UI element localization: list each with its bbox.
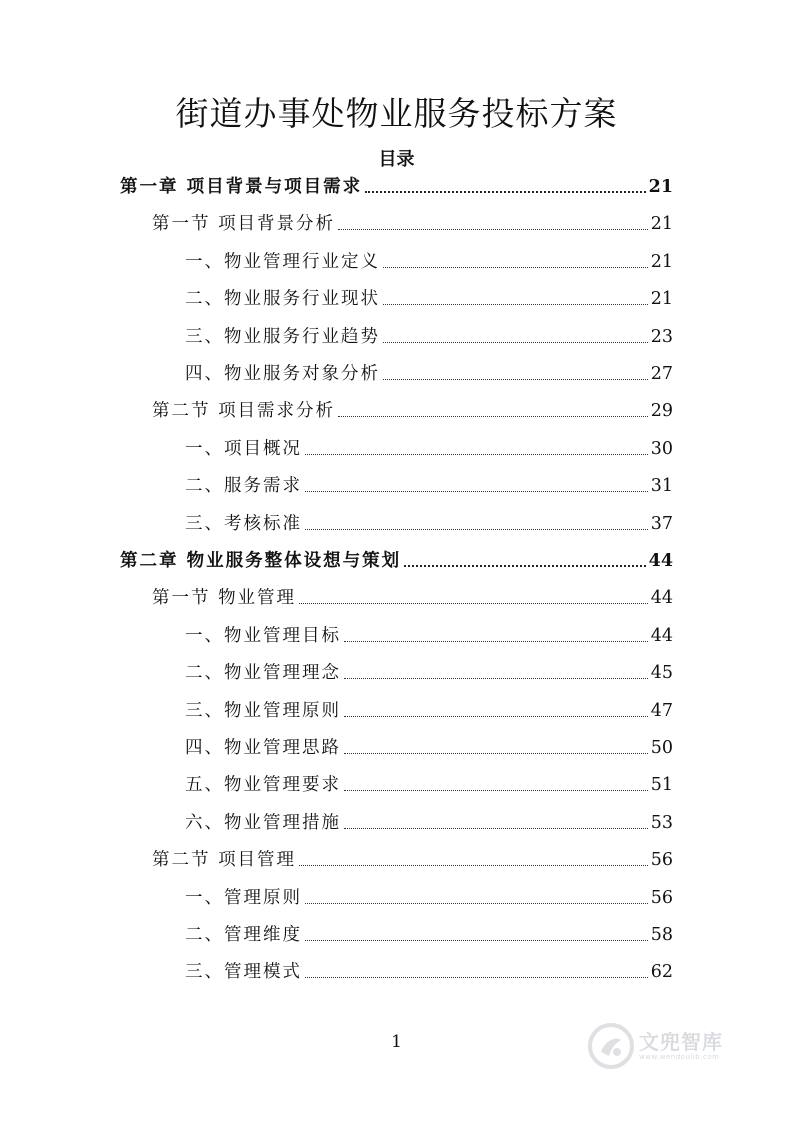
toc-entry-level-3[interactable]	[185, 923, 673, 947]
toc-entry-level-3[interactable]	[185, 250, 673, 274]
toc-entry-page: 56	[650, 850, 673, 870]
toc-entry-page: 21	[648, 177, 673, 197]
toc-dot-leader	[365, 190, 646, 193]
toc-entry-label: 一、物业管理行业定义	[185, 252, 380, 272]
toc-entry-page: 21	[650, 252, 673, 272]
toc-entry-level-3[interactable]	[185, 699, 673, 723]
watermark-url: www.wendoulib.com	[639, 1052, 720, 1061]
toc-entry-label: 一、项目概况	[185, 439, 302, 459]
toc-entry-label: 第一章 项目背景与项目需求	[120, 177, 363, 197]
toc-entry-label: 二、服务需求	[185, 476, 302, 496]
toc-dot-leader	[344, 677, 648, 679]
toc-entry-label: 三、物业服务行业趋势	[185, 327, 380, 347]
toc-heading: 目录	[378, 149, 415, 170]
wendou-logo-icon	[587, 1022, 635, 1070]
toc-dot-leader	[338, 415, 648, 417]
toc-dot-leader	[344, 827, 648, 829]
toc-entry-level-3[interactable]	[185, 886, 673, 910]
toc-entry-level-3[interactable]	[185, 811, 673, 835]
toc-entry-page: 58	[650, 925, 673, 945]
toc-dot-leader	[344, 640, 648, 642]
document-title: 街道办事处物业服务投标方案	[175, 94, 618, 133]
toc-dot-leader	[305, 528, 648, 530]
toc-entry-level-3[interactable]	[185, 287, 673, 311]
toc-dot-leader	[404, 564, 646, 567]
toc-entry-level-3[interactable]	[185, 736, 673, 760]
toc-dot-leader	[305, 902, 648, 904]
toc-entry-level-1[interactable]	[120, 175, 673, 199]
toc-entry-label: 第二章 物业服务整体设想与策划	[120, 551, 402, 571]
watermark	[587, 1018, 757, 1074]
toc-entry-page: 21	[650, 214, 673, 234]
toc-entry-level-3[interactable]	[185, 362, 673, 386]
toc-entry-page: 62	[650, 962, 673, 982]
toc-dot-leader	[305, 490, 648, 492]
toc-entry-label: 三、物业管理原则	[185, 701, 341, 721]
toc-entry-page: 37	[650, 514, 673, 534]
toc-entry-page: 44	[650, 626, 673, 646]
toc-entry-page: 29	[650, 401, 673, 421]
toc-dot-leader	[383, 266, 648, 268]
toc-entry-label: 第二节 项目管理	[152, 850, 297, 870]
toc-entry-level-3[interactable]	[185, 325, 673, 349]
toc-entry-label: 一、管理原则	[185, 888, 302, 908]
toc-entry-page: 51	[650, 775, 673, 795]
toc-entry-level-3[interactable]	[185, 474, 673, 498]
toc-entry-label: 二、物业管理理念	[185, 663, 341, 683]
toc-entry-page: 45	[650, 663, 673, 683]
toc-dot-leader	[305, 939, 648, 941]
page-number: 1	[391, 1032, 402, 1052]
toc-dot-leader	[338, 228, 648, 230]
toc-entry-level-3[interactable]	[185, 661, 673, 685]
toc-entry-page: 21	[650, 289, 673, 309]
toc-entry-page: 44	[648, 551, 673, 571]
toc-dot-leader	[344, 752, 648, 754]
toc-entry-level-2[interactable]	[152, 212, 673, 236]
toc-dot-leader	[299, 602, 648, 604]
toc-entry-level-2[interactable]	[152, 586, 673, 610]
toc-entry-level-2[interactable]	[152, 399, 673, 423]
toc-entry-label: 三、考核标准	[185, 514, 302, 534]
toc-entry-level-3[interactable]	[185, 624, 673, 648]
toc-entry-label: 四、物业服务对象分析	[185, 364, 380, 384]
toc-entry-label: 一、物业管理目标	[185, 626, 341, 646]
toc-entry-level-1[interactable]	[120, 549, 673, 573]
toc-dot-leader	[299, 864, 648, 866]
toc-entry-level-2[interactable]	[152, 848, 673, 872]
toc-dot-leader	[305, 453, 648, 455]
watermark-name: 文兜智库	[639, 1029, 723, 1054]
toc-entry-label: 六、物业管理措施	[185, 813, 341, 833]
toc-dot-leader	[383, 303, 648, 305]
toc-entry-label: 五、物业管理要求	[185, 775, 341, 795]
toc-entry-label: 第一节 项目背景分析	[152, 214, 336, 234]
toc-entry-label: 第一节 物业管理	[152, 588, 297, 608]
toc-entry-page: 31	[650, 476, 673, 496]
toc-dot-leader	[383, 341, 648, 343]
toc-entry-page: 50	[650, 738, 673, 758]
toc-entry-label: 二、管理维度	[185, 925, 302, 945]
toc-dot-leader	[344, 789, 648, 791]
toc-entry-level-3[interactable]	[185, 773, 673, 797]
toc-entry-label: 四、物业管理思路	[185, 738, 341, 758]
toc-entry-label: 三、管理模式	[185, 962, 302, 982]
toc-entry-page: 44	[650, 588, 673, 608]
toc-entry-page: 53	[650, 813, 673, 833]
toc-entry-level-3[interactable]	[185, 960, 673, 984]
toc-entry-page: 47	[650, 701, 673, 721]
toc-entry-label: 第二节 项目需求分析	[152, 401, 336, 421]
toc-dot-leader	[305, 976, 648, 978]
toc-entry-page: 23	[650, 327, 673, 347]
toc-entry-level-3[interactable]	[185, 437, 673, 461]
toc-entry-level-3[interactable]	[185, 512, 673, 536]
toc-entry-page: 56	[650, 888, 673, 908]
toc-dot-leader	[344, 715, 648, 717]
toc-entry-page: 27	[650, 364, 673, 384]
toc-entry-page: 30	[650, 439, 673, 459]
toc-dot-leader	[383, 378, 648, 380]
toc-entry-label: 二、物业服务行业现状	[185, 289, 380, 309]
